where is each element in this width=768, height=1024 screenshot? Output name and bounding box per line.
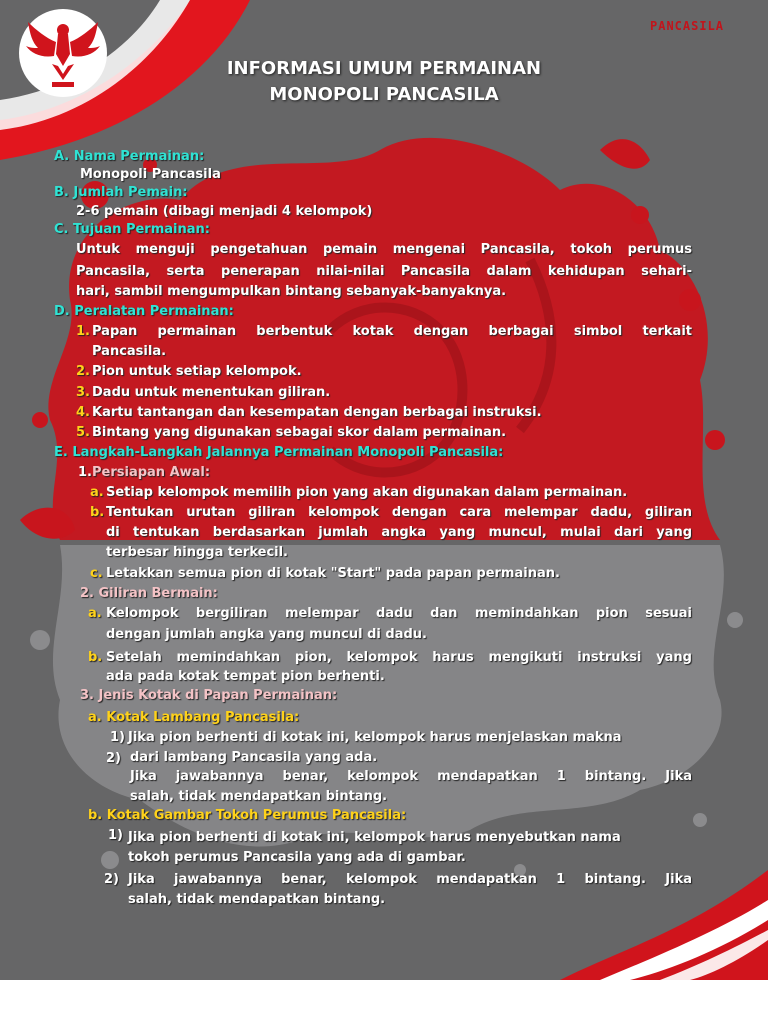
section-d-label: D. Peralatan Permainan: [54, 304, 234, 319]
list-item-cont: ada pada kotak tempat pion berhenti. [106, 669, 385, 684]
list-item: Letakkan semua pion di kotak "Start" pada papan permainan. [106, 566, 560, 581]
section-c-line: hari, sambil mengumpulkan bintang sebanyak-banyaknya. [76, 284, 507, 299]
list-marker: 2) [104, 872, 119, 887]
list-marker: b. [88, 650, 103, 665]
title-line-2: MONOPOLI PANCASILA [269, 84, 499, 105]
e3a-label: a. Kotak Lambang Pancasila: [88, 710, 300, 725]
list-marker: 4. [76, 405, 90, 420]
list-marker: 3. [76, 385, 90, 400]
list-item: dari lambang Pancasila yang ada. [130, 750, 378, 765]
brand-label: PANCASILA [650, 19, 725, 33]
e3-label: 3. Jenis Kotak di Papan Permainan: [80, 688, 338, 703]
list-item-cont: salah, tidak mendapatkan bintang. [130, 789, 388, 804]
list-marker: c. [90, 566, 103, 581]
list-item: Setelah memindahkan pion, kelompok harus mengikuti instruksi yang [106, 650, 692, 665]
section-c-line: Untuk menguji pengetahuan pemain mengenai Pancasila, tokoh perumus [76, 242, 692, 257]
page-bottom-margin [0, 980, 768, 1024]
list-marker: 1) [110, 730, 125, 745]
list-item-cont: di tentukan berdasarkan jumlah angka yang muncul, mulai dari yang [106, 525, 692, 540]
list-marker: 1) [108, 828, 123, 843]
section-c-label: C. Tujuan Permainan: [54, 222, 210, 237]
list-item: Bintang yang digunakan sebagai skor dalam permainan. [92, 425, 507, 440]
list-item: Jika pion berhenti di kotak ini, kelompok harus menyebutkan nama [128, 830, 621, 845]
section-b-label: B. Jumlah Pemain: [54, 185, 188, 200]
list-item-cont: salah, tidak mendapatkan bintang. [128, 892, 386, 907]
list-item: Papan permainan berbentuk kotak dengan berbagai simbol terkait [92, 324, 692, 339]
list-marker: a. [88, 606, 102, 621]
e1-label: Persiapan Awal: [92, 465, 211, 480]
section-b-value: 2-6 pemain (dibagi menjadi 4 kelompok) [76, 204, 373, 219]
list-item-cont: dengan jumlah angka yang muncul di dadu. [106, 627, 427, 642]
list-item: Jika jawabannya benar, kelompok mendapatkan 1 bintang. Jika [128, 872, 692, 887]
section-a-value: Monopoli Pancasila [80, 167, 221, 182]
list-marker: b. [90, 505, 105, 520]
e3b-label: b. Kotak Gambar Tokoh Perumus Pancasila: [88, 808, 407, 823]
list-item-cont: Pancasila. [92, 344, 167, 359]
list-item: Kartu tantangan dan kesempatan dengan berbagai instruksi. [92, 405, 542, 420]
section-c-line: Pancasila, serta penerapan nilai-nilai Pancasila dalam kehidupan sehari- [76, 264, 692, 279]
section-a-label: A. Nama Permainan: [54, 149, 205, 164]
list-item: Tentukan urutan giliran kelompok dengan cara melempar dadu, giliran [106, 505, 692, 520]
e1-marker: 1. [78, 465, 92, 480]
title-line-1: INFORMASI UMUM PERMAINAN [226, 58, 542, 79]
list-item: Setiap kelompok memilih pion yang akan digunakan dalam permainan. [106, 485, 628, 500]
list-item: Pion untuk setiap kelompok. [92, 364, 302, 379]
list-marker: 2. [76, 364, 90, 379]
list-marker: 5. [76, 425, 90, 440]
list-item: Dadu untuk menentukan giliran. [92, 385, 331, 400]
section-e-label: E. Langkah-Langkah Jalannya Permainan Monopoli Pancasila: [54, 445, 504, 460]
list-item-cont: terbesar hingga terkecil. [106, 545, 288, 560]
list-item: Jika pion berhenti di kotak ini, kelompok harus menjelaskan makna [128, 730, 622, 745]
list-item-cont: Jika jawabannya benar, kelompok mendapatkan 1 bintang. Jika [130, 769, 692, 784]
list-marker: 1. [76, 324, 90, 339]
list-item-cont: tokoh perumus Pancasila yang ada di gambar. [128, 850, 466, 865]
list-marker: a. [90, 485, 104, 500]
list-marker: 2) [106, 751, 121, 766]
e2-label: 2. Giliran Bermain: [80, 586, 218, 601]
list-item: Kelompok bergiliran melempar dadu dan memindahkan pion sesuai [106, 606, 692, 621]
